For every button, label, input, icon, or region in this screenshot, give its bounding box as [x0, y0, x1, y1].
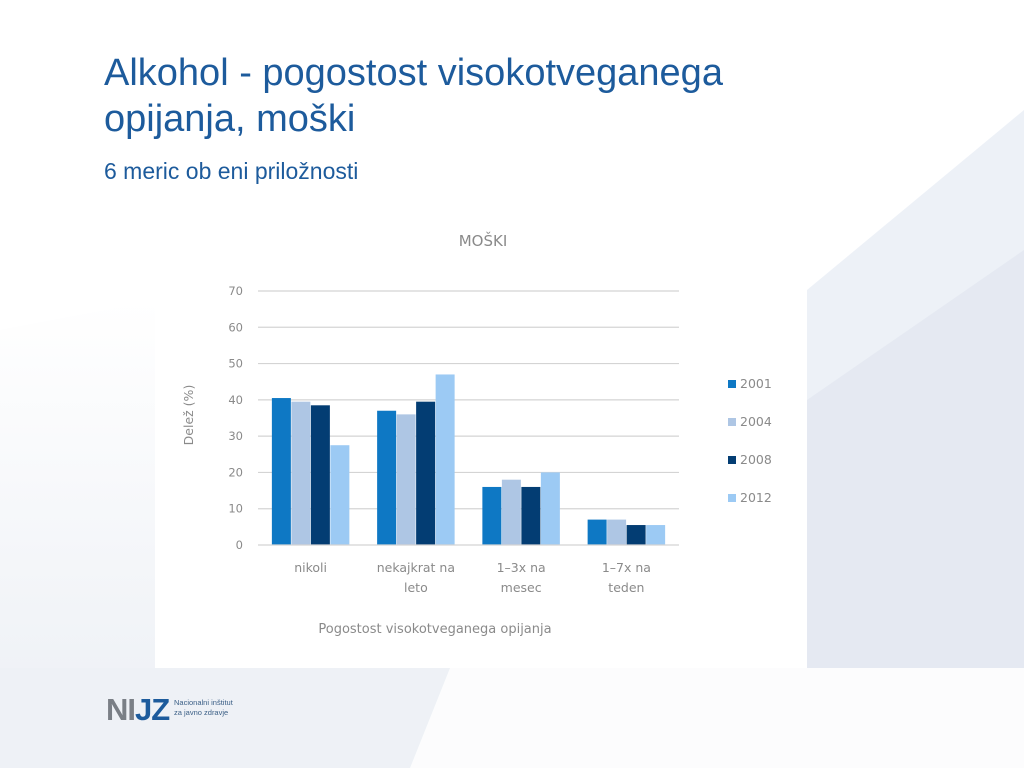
bar-2004-3 — [607, 520, 626, 545]
chart-panel — [155, 218, 807, 667]
legend-swatch-2004 — [728, 418, 736, 426]
x-tick-label: nekajkrat na — [376, 560, 456, 575]
logo-text — [174, 698, 274, 718]
bar-chart — [155, 218, 807, 667]
x-tick-label: leto — [404, 580, 428, 595]
bar-2008-3 — [627, 525, 646, 545]
y-tick-label: 40 — [228, 392, 243, 407]
bar-2012-2 — [541, 472, 560, 545]
legend-label-2012: 2012 — [740, 490, 772, 505]
bar-2008-1 — [416, 402, 435, 545]
y-tick-label: 10 — [228, 501, 243, 516]
x-tick-label: teden — [608, 580, 645, 595]
bar-2001-2 — [482, 487, 501, 545]
legend-swatch-2001 — [728, 380, 736, 388]
nijz-logo — [106, 692, 266, 732]
y-tick-label: 60 — [228, 320, 243, 335]
x-tick-label: 1–7x na — [601, 560, 651, 575]
bar-2001-1 — [377, 411, 396, 545]
legend-swatch-2008 — [728, 456, 736, 464]
bar-2012-0 — [330, 445, 349, 545]
slide-subtitle: 6 meric ob eni priložnosti — [104, 158, 359, 184]
bar-2012-3 — [646, 525, 665, 545]
legend-label-2008: 2008 — [740, 452, 772, 467]
logo-mark-jz: JZ — [135, 692, 170, 727]
slide-title: Alkohol - pogostost visokotveganega opijanja, moški — [104, 52, 723, 140]
legend-label-2001: 2001 — [740, 376, 772, 391]
y-axis-title: Delež (%) — [181, 384, 196, 446]
legend-swatch-2012 — [728, 494, 736, 502]
y-tick-label: 70 — [228, 284, 243, 298]
y-tick-label: 20 — [228, 465, 243, 480]
bar-2001-3 — [588, 520, 607, 545]
x-tick-label: 1–3x na — [496, 560, 546, 575]
bar-2008-0 — [311, 405, 330, 545]
logo-text-line2: za javno zdravje — [174, 708, 229, 717]
bar-2004-0 — [291, 402, 310, 545]
y-tick-label: 50 — [228, 356, 243, 371]
logo-mark-ni: NI — [106, 692, 135, 727]
logo-text-line1: Nacionalni inštitut — [174, 698, 233, 707]
chart-title: MOŠKI — [458, 232, 508, 250]
x-axis-title: Pogostost visokotveganega opijanja — [318, 622, 552, 637]
x-tick-label: mesec — [500, 580, 542, 595]
y-tick-label: 30 — [228, 429, 243, 444]
bar-2001-0 — [272, 398, 291, 545]
bar-2012-1 — [436, 374, 455, 545]
logo-mark — [106, 692, 169, 728]
bar-2004-2 — [502, 480, 521, 545]
x-tick-label: nikoli — [294, 560, 328, 575]
y-tick-label: 0 — [235, 538, 243, 552]
bar-2004-1 — [397, 414, 416, 545]
legend-label-2004: 2004 — [740, 414, 772, 429]
bar-2008-2 — [521, 487, 540, 545]
